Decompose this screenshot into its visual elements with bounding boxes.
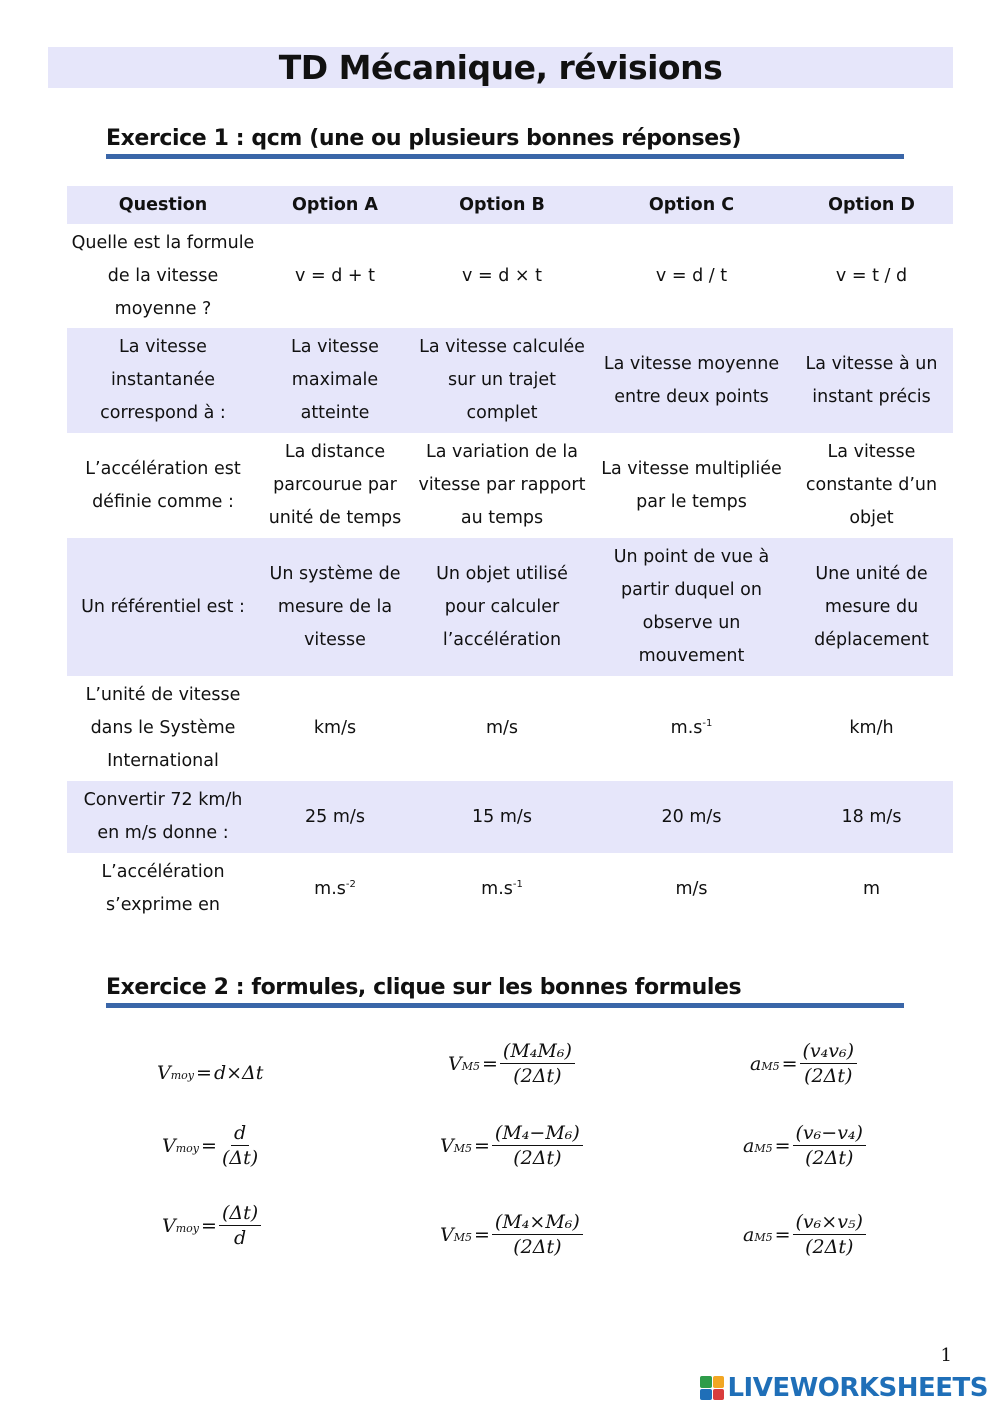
option-d-cell[interactable]: La vitesse constante d’un objet: [805, 442, 938, 528]
formula-lhs: V: [448, 1052, 462, 1075]
equals-sign: =: [196, 1062, 212, 1084]
option-a-cell[interactable]: v = d + t: [295, 265, 375, 286]
denominator: (2Δt): [805, 1236, 854, 1258]
qcm-table: [67, 186, 953, 925]
denominator: (Δt): [221, 1147, 259, 1169]
option-a-cell[interactable]: [259, 853, 411, 925]
formula-lhs: a: [750, 1052, 762, 1075]
equals-sign: =: [482, 1052, 498, 1075]
option-b-cell[interactable]: [411, 853, 593, 925]
liveworksheets-logo-icon: [700, 1376, 724, 1400]
question-cell: Convertir 72 km/h en m/s donne :: [83, 790, 243, 843]
column-header-question: Question: [67, 186, 259, 224]
formula-lhs: V: [162, 1134, 176, 1157]
column-header-option-c: Option C: [593, 186, 790, 224]
option-c-cell[interactable]: 20 m/s: [661, 806, 722, 827]
page-title: TD Mécanique, révisions: [278, 48, 723, 87]
option-b-cell[interactable]: La vitesse calculée sur un trajet complet: [419, 337, 585, 423]
formula-subscript: M5: [754, 1230, 773, 1244]
fraction: [500, 1040, 575, 1087]
unit-base: m.s: [314, 878, 346, 899]
option-d-cell[interactable]: La vitesse à un instant précis: [805, 353, 938, 407]
option-c-cell[interactable]: La vitesse multipliée par le temps: [601, 458, 782, 512]
liveworksheets-logo[interactable]: [700, 1373, 988, 1403]
table-row: [67, 328, 953, 433]
denominator: (2Δt): [804, 1065, 853, 1087]
numerator: (v₆−v₄): [793, 1122, 866, 1146]
title-band: [48, 47, 953, 88]
numerator: (M₄×M₆): [492, 1211, 583, 1235]
equals-sign: =: [201, 1134, 217, 1157]
fraction: [219, 1122, 261, 1169]
option-b-cell[interactable]: Un objet utilisé pour calculer l’accélération: [436, 563, 568, 650]
option-c-cell[interactable]: La vitesse moyenne entre deux points: [603, 353, 780, 407]
equals-sign: =: [201, 1214, 217, 1237]
equals-sign: =: [774, 1223, 791, 1246]
numerator: (M₄−M₆): [492, 1122, 583, 1146]
formula-subscript: moy: [170, 1069, 195, 1082]
denominator: (2Δt): [513, 1147, 562, 1169]
table-header-row: [67, 186, 953, 224]
fraction: [800, 1040, 858, 1087]
formula-lhs: V: [157, 1062, 171, 1084]
formula-subscript: M5: [461, 1059, 480, 1073]
equals-sign: =: [474, 1134, 490, 1157]
unit-exponent: -1: [702, 718, 713, 730]
formula-vmoy-product[interactable]: [157, 1062, 263, 1084]
option-d-cell[interactable]: v = t / d: [835, 265, 908, 286]
formula-lhs: a: [743, 1223, 755, 1246]
question-cell: Un référentiel est :: [81, 596, 245, 617]
option-a-cell[interactable]: km/s: [313, 718, 357, 738]
option-d-cell[interactable]: m: [862, 878, 881, 899]
column-header-option-d: Option D: [790, 186, 953, 224]
equals-sign: =: [781, 1052, 798, 1075]
formula-lhs: V: [440, 1134, 454, 1157]
question-cell: L’unité de vitesse dans le Système International: [85, 685, 241, 771]
formula-subscript: moy: [175, 1221, 200, 1235]
option-a-cell[interactable]: Un système de mesure de la vitesse: [269, 563, 401, 650]
formula-vmoy-d-over-dt[interactable]: [162, 1122, 261, 1169]
unit-exponent: -2: [345, 878, 356, 890]
option-a-cell[interactable]: 25 m/s: [305, 806, 365, 827]
option-d-cell[interactable]: Une unité de mesure du déplacement: [814, 563, 929, 650]
formula-am5-product[interactable]: [750, 1040, 857, 1087]
denominator: d: [233, 1227, 247, 1249]
option-c-cell[interactable]: v = d / t: [655, 265, 728, 286]
option-c-cell[interactable]: [593, 676, 790, 781]
table-row: [67, 538, 953, 676]
formula-lhs: V: [440, 1223, 454, 1246]
liveworksheets-logo-text: LIVEWORKSHEETS: [727, 1373, 988, 1403]
numerator: (Δt): [219, 1202, 261, 1226]
numerator: (M₄M₆): [500, 1040, 575, 1064]
unit-base: m.s: [481, 878, 513, 899]
option-c-cell[interactable]: m/s: [675, 878, 708, 899]
denominator: (2Δt): [513, 1236, 562, 1258]
column-header-option-b: Option B: [411, 186, 593, 224]
question-cell: L’accélération est définie comme :: [85, 458, 241, 512]
option-d-cell[interactable]: 18 m/s: [841, 806, 902, 827]
table-row: [67, 224, 953, 328]
column-header-option-a: Option A: [259, 186, 411, 224]
formula-lhs: a: [743, 1134, 755, 1157]
formula-subscript: M5: [761, 1059, 780, 1073]
table-row: [67, 433, 953, 538]
numerator: d: [231, 1122, 249, 1146]
option-c-cell[interactable]: Un point de vue à partir duquel on observe un mouvement: [613, 547, 770, 666]
numerator: (v₆×v₅): [793, 1211, 866, 1235]
formula-vmoy-dt-over-d[interactable]: [162, 1202, 261, 1249]
equals-sign: =: [774, 1134, 791, 1157]
formula-subscript: M5: [754, 1141, 773, 1155]
fraction: [492, 1122, 583, 1169]
denominator: (2Δt): [513, 1065, 562, 1087]
table-row: [67, 676, 953, 781]
formula-lhs: V: [162, 1214, 176, 1237]
fraction: [219, 1202, 261, 1249]
option-b-cell[interactable]: v = d × t: [462, 265, 542, 286]
numerator: (v₄v₆): [800, 1040, 858, 1064]
formula-vm5-product[interactable]: [448, 1040, 575, 1087]
unit-base: m.s: [670, 718, 703, 738]
formula-subscript: moy: [175, 1141, 200, 1155]
question-cell: L’accélération s’exprime en: [101, 862, 225, 915]
option-b-cell[interactable]: 15 m/s: [472, 806, 532, 827]
formula-vm5-difference[interactable]: [440, 1122, 583, 1169]
option-b-cell[interactable]: m/s: [485, 718, 519, 738]
question-cell: Quelle est la formule de la vitesse moyenne ?: [71, 232, 255, 319]
formula-vm5-times[interactable]: [440, 1211, 583, 1258]
table-row: [67, 781, 953, 853]
formula-am5-times[interactable]: [743, 1211, 866, 1258]
fraction: [793, 1211, 866, 1258]
equals-sign: =: [474, 1223, 490, 1246]
option-d-cell[interactable]: km/h: [849, 718, 894, 738]
fraction: [492, 1211, 583, 1258]
fraction: [793, 1122, 866, 1169]
formula-subscript: M5: [453, 1230, 472, 1244]
unit-exponent: -1: [512, 878, 523, 890]
page-number: 1: [940, 1345, 952, 1366]
table-row: [67, 853, 953, 925]
exercise1-heading: Exercice 1 : qcm (une ou plusieurs bonnes réponses): [106, 126, 904, 159]
formula-am5-difference[interactable]: [743, 1122, 866, 1169]
option-a-cell[interactable]: La vitesse maximale atteinte: [291, 337, 379, 423]
option-b-cell[interactable]: La variation de la vitesse par rapport au temps: [418, 442, 586, 528]
denominator: (2Δt): [805, 1147, 854, 1169]
question-cell: La vitesse instantanée correspond à :: [100, 337, 226, 423]
formula-subscript: M5: [453, 1141, 472, 1155]
formula-rhs: d×Δt: [213, 1062, 264, 1084]
option-a-cell[interactable]: La distance parcourue par unité de temps: [268, 442, 402, 528]
exercise2-heading: Exercice 2 : formules, clique sur les bonnes formules: [106, 975, 904, 1008]
